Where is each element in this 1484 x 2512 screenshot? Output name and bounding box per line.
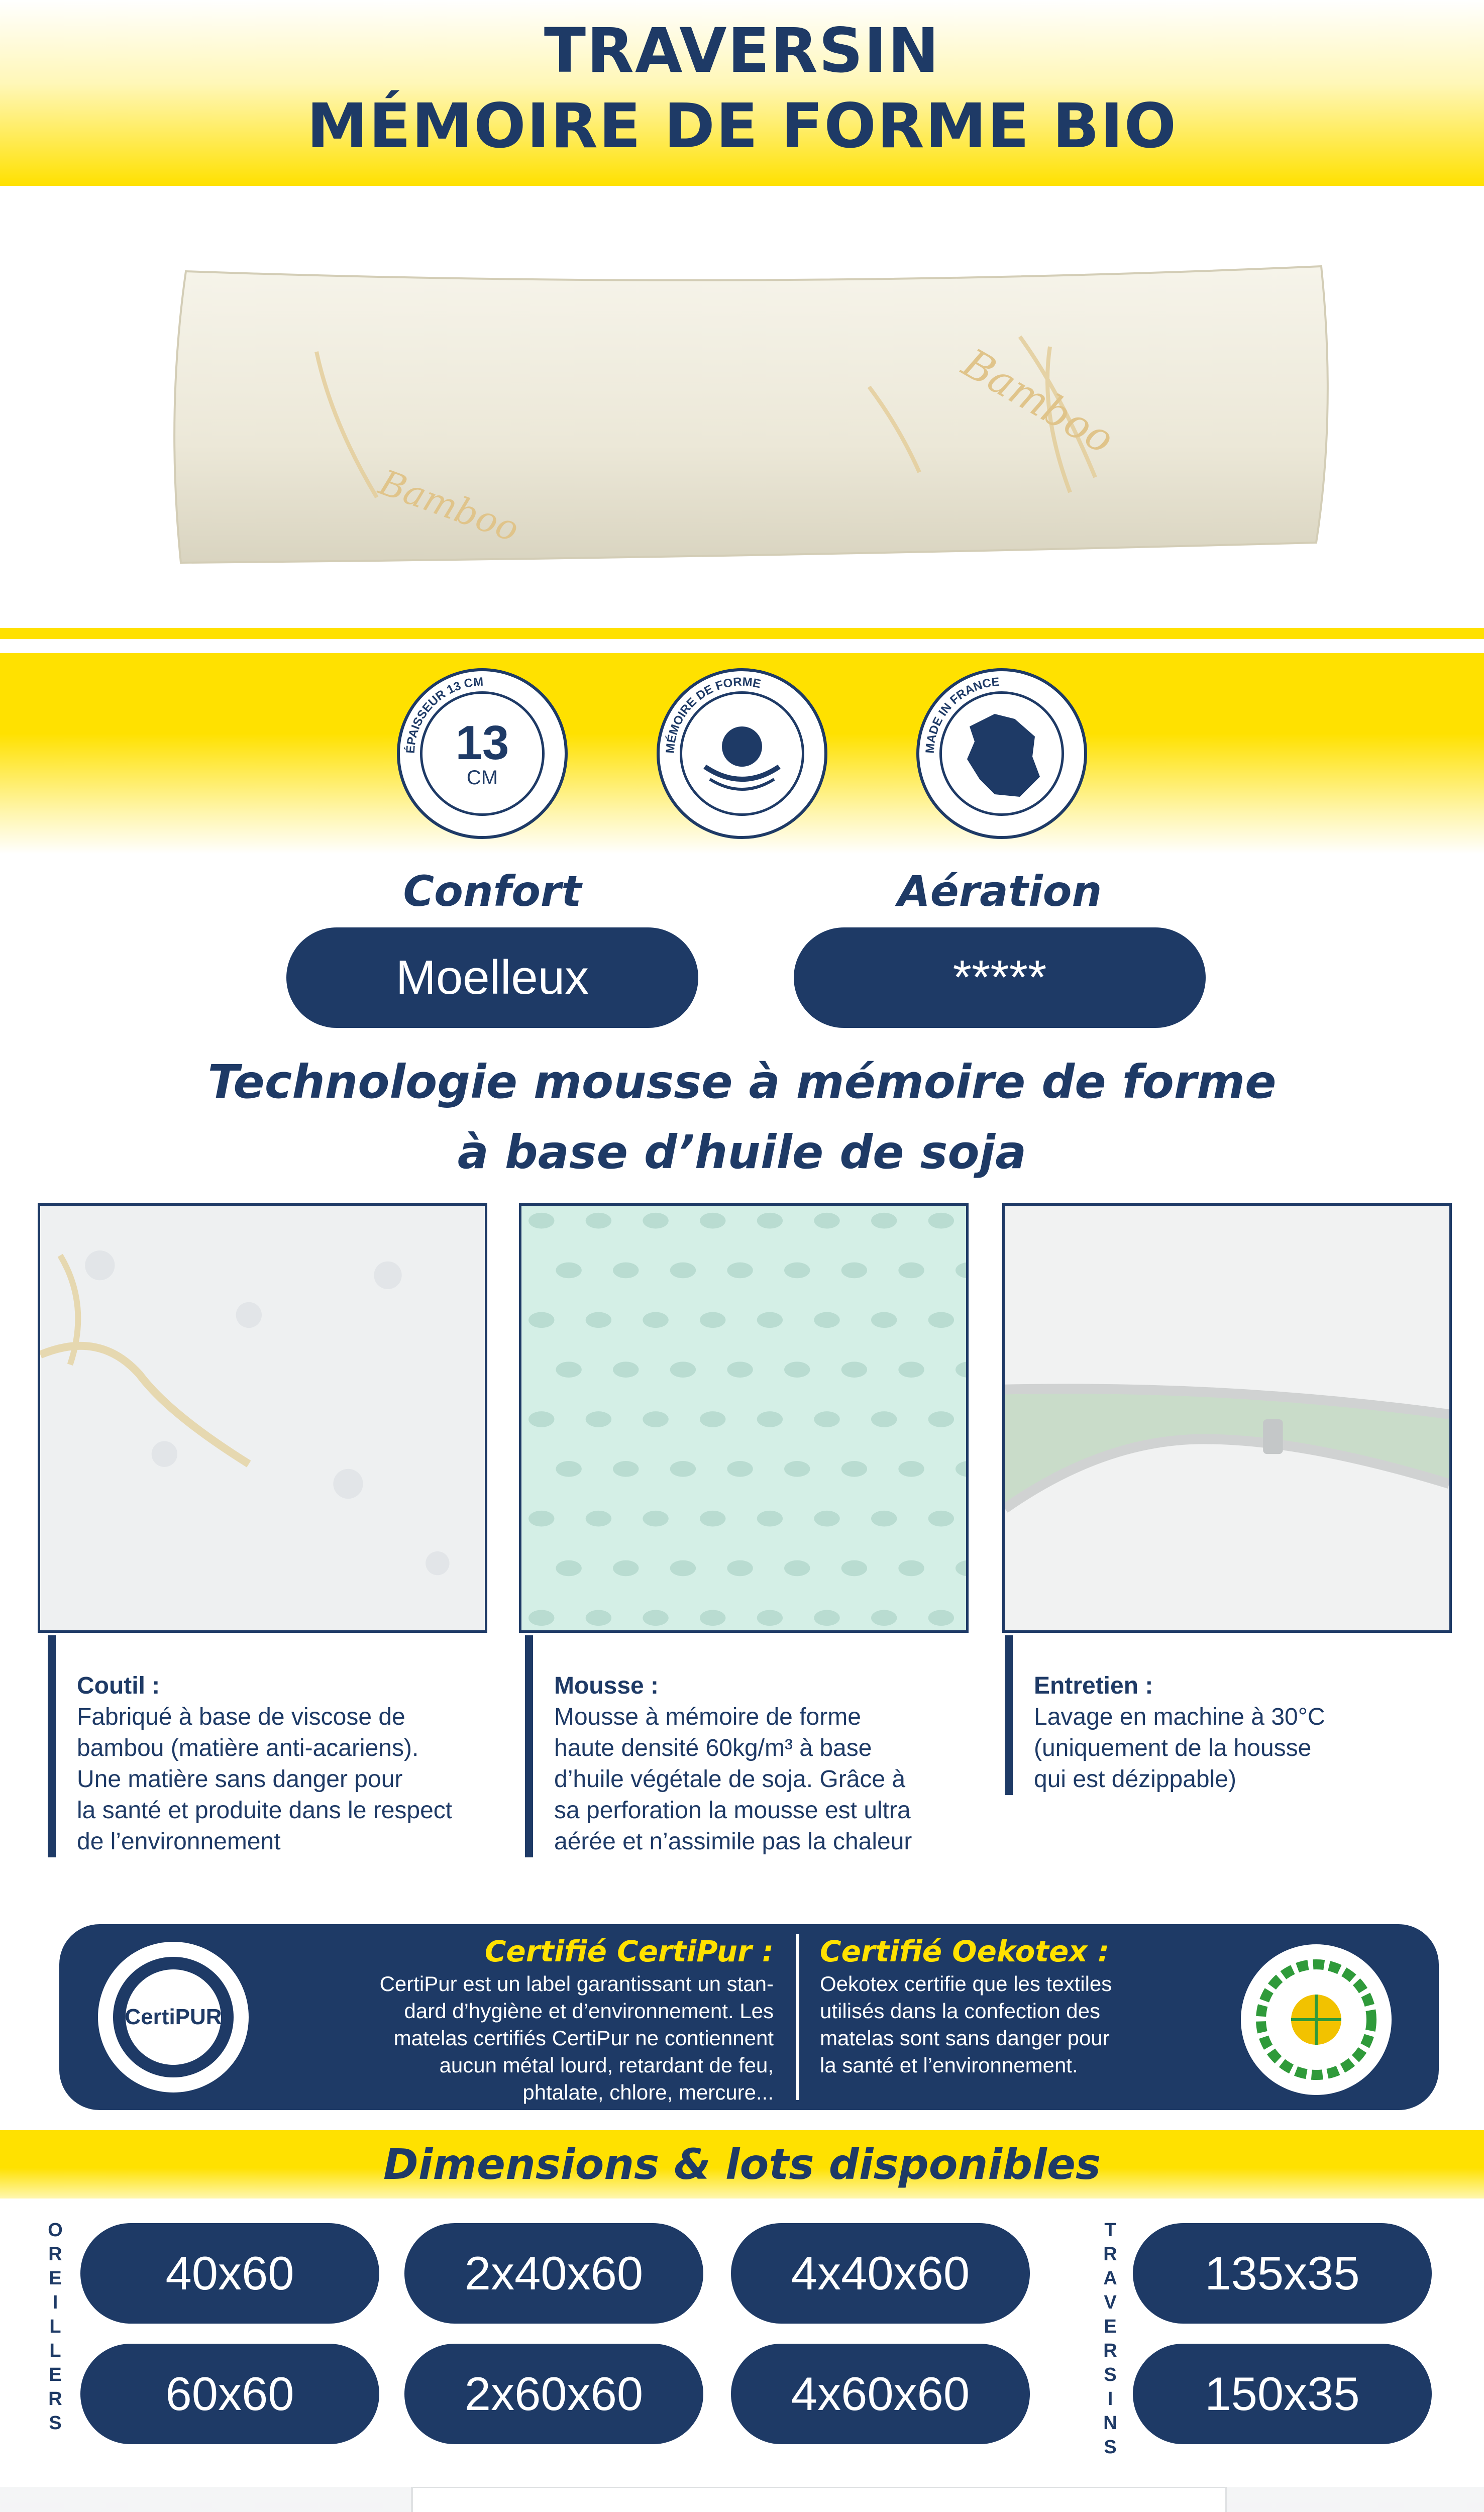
size-pill-135x35: 135x35 bbox=[1133, 2223, 1432, 2324]
france-map-icon bbox=[967, 714, 1040, 797]
foam-perforation bbox=[727, 1560, 753, 1577]
mousse-line-5: aérée et n’assimile pas la chaleur bbox=[554, 1828, 912, 1855]
foam-perforation bbox=[586, 1411, 611, 1427]
made-in-france-badge bbox=[916, 668, 1087, 839]
oekotex-text bbox=[820, 1970, 1182, 2079]
traversins-vertical-label: T R A V E R S I N S bbox=[1103, 2220, 1117, 2458]
dimensions-title: Dimensions & lots disponibles bbox=[383, 2140, 1101, 2189]
foam-perforation bbox=[928, 1312, 954, 1328]
coutil-caption bbox=[48, 1635, 500, 1857]
foam-perforation bbox=[613, 1560, 639, 1577]
foam-perforation bbox=[757, 1610, 783, 1626]
entretien-caption bbox=[1005, 1635, 1447, 1795]
foam-perforation bbox=[871, 1610, 897, 1626]
oekotex-title: Certifié Oekotex : bbox=[820, 1934, 1110, 1968]
foam-perforation bbox=[784, 1362, 810, 1378]
foam-perforation bbox=[784, 1263, 810, 1279]
foam-perforation bbox=[670, 1263, 696, 1279]
coutil-line-4: la santé et produite dans le respect bbox=[77, 1797, 453, 1824]
foam-perforation bbox=[841, 1461, 867, 1477]
foam-perforation bbox=[727, 1461, 753, 1477]
foam-perforation bbox=[814, 1312, 839, 1328]
foam-perforation bbox=[928, 1213, 954, 1229]
zipper-photo bbox=[1002, 1203, 1452, 1633]
foam-perforation bbox=[556, 1560, 581, 1577]
foam-perforation bbox=[556, 1461, 581, 1477]
size-pill-4x40x60: 4x40x60 bbox=[731, 2223, 1030, 2324]
thickness-badge bbox=[397, 668, 568, 839]
foam-perforation bbox=[784, 1560, 810, 1577]
foam-perforation bbox=[643, 1213, 668, 1229]
mousse-line-4: sa perforation la mousse est ultra bbox=[554, 1797, 911, 1824]
foam-perforation bbox=[757, 1511, 783, 1527]
thickness-badge-ring: ÉPAISSEUR 13 CM bbox=[403, 675, 484, 754]
foam-perforation bbox=[528, 1511, 554, 1527]
foam-perforation bbox=[871, 1213, 897, 1229]
size-pill-2x60x60: 2x60x60 bbox=[404, 2344, 703, 2444]
thickness-unit: CM bbox=[466, 767, 498, 789]
coutil-line-1: Fabriqué à base de viscose de bbox=[77, 1704, 405, 1730]
certipur-text bbox=[281, 1970, 774, 2106]
foam-perforation bbox=[670, 1560, 696, 1577]
foam-perforation bbox=[586, 1213, 611, 1229]
foam-perforation bbox=[841, 1263, 867, 1279]
foam-perforation bbox=[643, 1511, 668, 1527]
foam-perforation bbox=[528, 1610, 554, 1626]
certipur-line-2: dard d’hygiène et d’environnement. Les bbox=[404, 1999, 774, 2023]
foam-perforation bbox=[841, 1362, 867, 1378]
foam-perforation bbox=[556, 1362, 581, 1378]
hero-pillow-image bbox=[166, 261, 1341, 573]
entretien-line-3: qui est dézippable) bbox=[1034, 1766, 1236, 1793]
confort-label: Confort bbox=[403, 867, 582, 916]
foam-perforation bbox=[700, 1312, 725, 1328]
thickness-value: 13 bbox=[455, 716, 509, 770]
foam-perforation bbox=[613, 1263, 639, 1279]
coutil-line-2: bambou (matière anti-acariens). bbox=[77, 1735, 419, 1761]
certipur-line-3: matelas certifiés CertiPur ne contiennent bbox=[393, 2026, 774, 2050]
coutil-line-5: de l’environnement bbox=[77, 1828, 281, 1855]
certipur-logo-text: CertiPUR bbox=[125, 2005, 222, 2029]
foam-perforation bbox=[757, 1213, 783, 1229]
foam-perforation bbox=[814, 1511, 839, 1527]
confort-pill: Moelleux bbox=[286, 927, 698, 1028]
foam-perforation bbox=[528, 1411, 554, 1427]
foam-perforation bbox=[613, 1461, 639, 1477]
oekotex-line-3: matelas sont sans danger pour bbox=[820, 2026, 1110, 2050]
foam-perforation bbox=[898, 1560, 924, 1577]
svg-text:Bamboo: Bamboo bbox=[374, 461, 524, 550]
foam-perforation bbox=[814, 1610, 839, 1626]
memory-foam-badge-ring: MÉMOIRE DE FORME bbox=[663, 675, 763, 754]
foam-perforation bbox=[700, 1411, 725, 1427]
aeration-label: Aération bbox=[897, 867, 1102, 916]
oekotex-line-1: Oekotex certifie que les textiles bbox=[820, 1972, 1112, 1996]
divider-line bbox=[0, 628, 1484, 639]
page-title-line1: TRAVERSIN bbox=[544, 15, 940, 86]
oekotex-line-2: utilisés dans la confection des bbox=[820, 1999, 1100, 2023]
certipur-line-5: phtalate, chlore, mercure... bbox=[522, 2080, 774, 2104]
oekotex-logo bbox=[1236, 1942, 1397, 2098]
zipper-icon bbox=[1263, 1419, 1283, 1454]
foam-perforation bbox=[700, 1511, 725, 1527]
foam-perforation bbox=[898, 1362, 924, 1378]
technology-title-line1: Technologie mousse à mémoire de forme bbox=[207, 1055, 1277, 1109]
foam-perforation bbox=[871, 1511, 897, 1527]
foam-perforation bbox=[613, 1362, 639, 1378]
memory-foam-icon bbox=[722, 726, 762, 767]
mousse-title: Mousse : bbox=[554, 1672, 659, 1699]
foam-perforation bbox=[841, 1560, 867, 1577]
foam-perforation bbox=[556, 1263, 581, 1279]
foam-perforation bbox=[871, 1411, 897, 1427]
foam-perforation bbox=[586, 1312, 611, 1328]
entretien-line-2: (uniquement de la housse bbox=[1034, 1735, 1312, 1761]
oreillers-vertical-label: O R E I L L E R S bbox=[48, 2220, 63, 2434]
foam-perforation bbox=[928, 1511, 954, 1527]
foam-perforation bbox=[727, 1362, 753, 1378]
size-pill-150x35: 150x35 bbox=[1133, 2344, 1432, 2444]
foam-perforation bbox=[643, 1411, 668, 1427]
oekotex-line-4: la santé et l’environnement. bbox=[820, 2053, 1078, 2077]
certipur-title: Certifié CertiPur : bbox=[484, 1934, 774, 1968]
cert-divider bbox=[796, 1934, 799, 2100]
size-pill-4x60x60: 4x60x60 bbox=[731, 2344, 1030, 2444]
mousse-line-2: haute densité 60kg/m³ à base bbox=[554, 1735, 872, 1761]
foam-perforation bbox=[670, 1362, 696, 1378]
foam-perforation bbox=[700, 1213, 725, 1229]
foam-perforation bbox=[814, 1213, 839, 1229]
foam-perforation bbox=[814, 1411, 839, 1427]
certipur-line-1: CertiPur est un label garantissant un stan- bbox=[379, 1972, 774, 1996]
size-pill-40x60: 40x60 bbox=[80, 2223, 379, 2324]
coutil-title: Coutil : bbox=[77, 1672, 160, 1699]
foam-perforation bbox=[757, 1411, 783, 1427]
coutil-line-3: Une matière sans danger pour bbox=[77, 1766, 403, 1793]
foam-perforation bbox=[757, 1312, 783, 1328]
mousse-caption bbox=[525, 1635, 977, 1857]
mousse-line-3: d’huile végétale de soja. Grâce à bbox=[554, 1766, 906, 1793]
mousse-line-1: Mousse à mémoire de forme bbox=[554, 1704, 861, 1730]
foam-perforation bbox=[700, 1610, 725, 1626]
foam-perforation bbox=[670, 1461, 696, 1477]
foam-perforation bbox=[586, 1610, 611, 1626]
page-title-line2: MÉMOIRE DE FORME BIO bbox=[306, 90, 1178, 162]
foam-perforation bbox=[784, 1461, 810, 1477]
certipur-logo bbox=[93, 1937, 254, 2098]
foam-perforation bbox=[528, 1213, 554, 1229]
foam-perforation bbox=[727, 1263, 753, 1279]
size-pill-2x40x60: 2x40x60 bbox=[404, 2223, 703, 2324]
memory-foam-badge bbox=[657, 668, 827, 839]
entretien-line-1: Lavage en machine à 30°C bbox=[1034, 1704, 1325, 1730]
entretien-title: Entretien : bbox=[1034, 1672, 1153, 1699]
foam-perforation bbox=[928, 1610, 954, 1626]
size-pill-60x60: 60x60 bbox=[80, 2344, 379, 2444]
foam-perforation bbox=[928, 1411, 954, 1427]
certipur-line-4: aucun métal lourd, retardant de feu, bbox=[439, 2053, 774, 2077]
foam-perforation bbox=[871, 1312, 897, 1328]
foam-perforation bbox=[586, 1511, 611, 1527]
made-in-france-ring: MADE IN FRANCE bbox=[923, 675, 1000, 754]
foam-perforation bbox=[528, 1312, 554, 1328]
fabric-photo bbox=[38, 1203, 487, 1633]
foam-perforation bbox=[643, 1610, 668, 1626]
foam-perforation bbox=[898, 1263, 924, 1279]
aeration-pill: ***** bbox=[794, 927, 1206, 1028]
foam-photo bbox=[519, 1203, 969, 1633]
foam-perforation bbox=[643, 1312, 668, 1328]
bedroom-scene-image bbox=[0, 2487, 1484, 2512]
technology-title-line2: à base d’huile de soja bbox=[457, 1125, 1027, 1179]
svg-text:Bamboo: Bamboo bbox=[955, 339, 1122, 463]
foam-perforation bbox=[898, 1461, 924, 1477]
